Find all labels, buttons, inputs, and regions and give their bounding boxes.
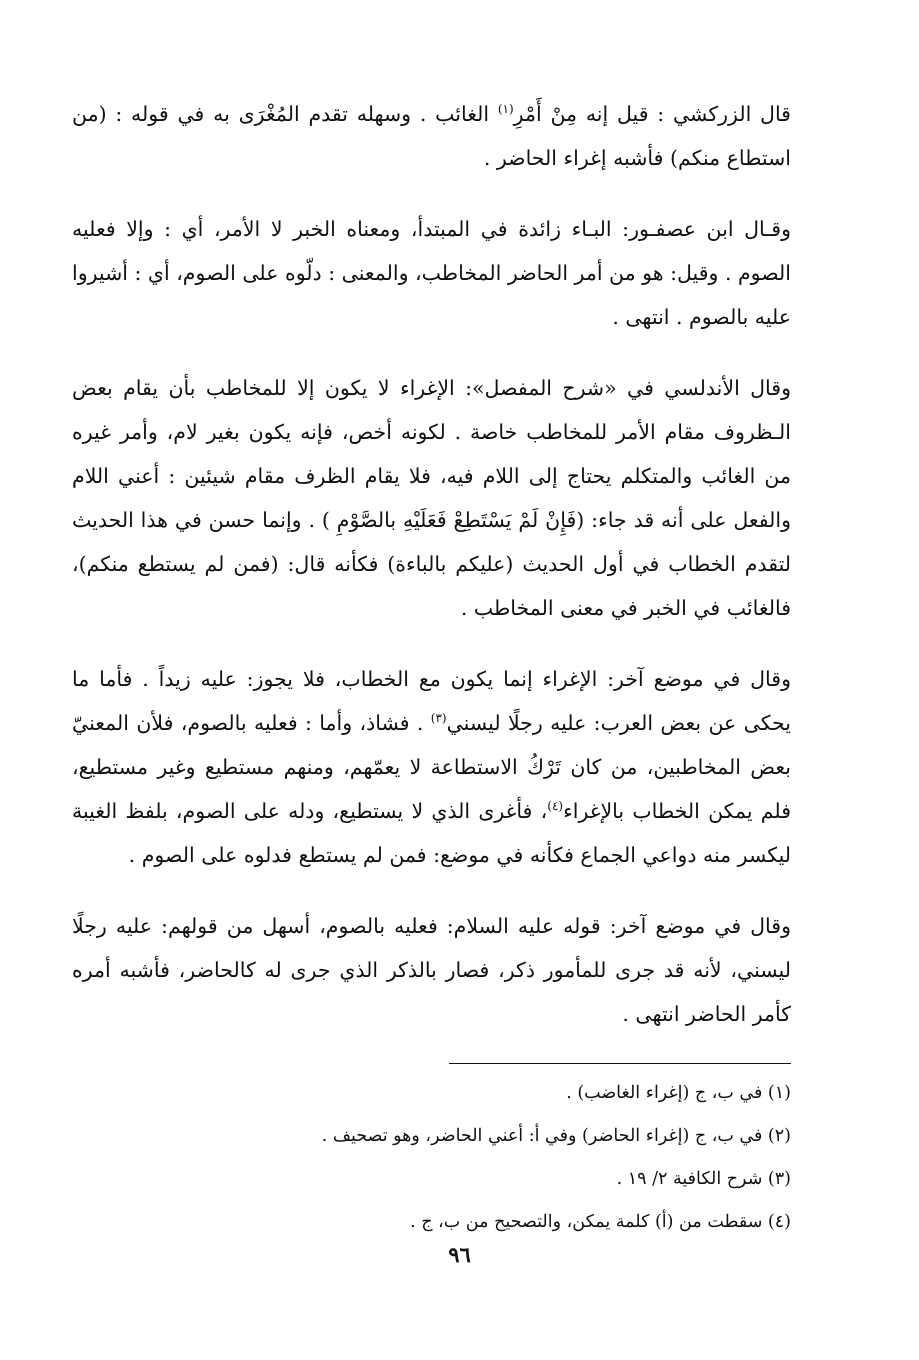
text-run: . فشاذ، وأما : فعليه بالصوم، فلأن المعنيّ بعض المخاطبين، من كان تَرْكُ الاستطاعة لا يعمّهم، ومنهم مستطيع وغير مستطيع، فلم يمكن الخطاب بالإغراء	[72, 711, 791, 823]
text-run: وقال في موضع آخر: قوله عليه السلام: فعليه بالصوم، أسهل من قولهم: عليه رجلًا ليسني، لأنه قد جرى للمأمور ذكر، فصار بالذكر الذي جرى له كالحاضر، فأشبه أمره كأمر الحاضر انتهى .	[72, 914, 791, 1026]
footnotes	[72, 1072, 791, 1244]
footnote-ref-1: (١)	[497, 102, 514, 117]
footnote-4: (٤) سقطت من (أ) كلمة يمكن، والتصحيح من ب، ج .	[410, 1212, 791, 1232]
footnote-2: (٢) في ب، ج (إغراء الحاضر) وفي أ: أعني الحاضر، وهو تصحيف .	[321, 1126, 791, 1146]
footnote-ref-4: (٤)	[547, 799, 564, 814]
paragraph-another-place-2	[72, 904, 791, 1036]
text-run: الغائب . وسهله تقدم المُغْرَى به في قوله : (من استطاع منكم) فأشبه إغراء الحاضر .	[72, 102, 791, 170]
footnote-ref-3: (٣)	[430, 711, 447, 726]
paragraph-another-place-1	[72, 657, 791, 877]
footnote-separator	[449, 1063, 791, 1064]
text-run: وقال في موضع آخر: الإغراء إنما يكون مع الخطاب، فلا يجوز: عليه زيداً . فأما ما يحكى عن بعض العرب: عليه رجلًا ليسني	[72, 667, 791, 735]
paragraph-zarkashi	[72, 92, 791, 180]
text-run: وقـال ابن عصفـور: البـاء زائدة في المبتدأ، ومعناه الخبر لا الأمر، أي : وإلا فعليه الصوم . وقيل: هو من أمر الحاضر المخاطب، والمعنى : دلّوه على الصوم، أي : أشيروا عليه بالصوم . انتهى .	[72, 217, 791, 329]
text-run: ، فأغرى الذي لا يستطيع، ودله على الصوم، بلفظ الغيبة ليكسر منه دواعي الجماع فكأنه في موضع: فمن لم يستطع فدلوه على الصوم .	[72, 799, 791, 867]
text-run: قال الزركشي : قيل إنه مِنْ أَمْرِ	[513, 102, 791, 126]
text-run: وقال الأندلسي في «شرح المفصل»: الإغراء لا يكون إلا للمخاطب بأن يقام بعض الـظروف مقام الأمر للمخاطب خاصة . لكونه أخص، فإنه يكون بغير لام، وأمر غيره من الغائب والمتكلم يحتاج إلى اللام فيه، فلا يقام الظرف مقام شيئين : أعني اللام والفعل على أنه قد جاء: (فَإِنْ لَمْ يَسْتَطِعْ فَعَلَيْهِ بالصَّوْمِ ) . وإنما حسن في هذا الحديث لتقدم الخطاب في أول الحديث (عليكم بالباءة) فكأنه قال: (فمن لم يستطع منكم)، فالغائب في الخبر في معنى المخاطب .	[72, 376, 791, 620]
paragraph-andalusi	[72, 366, 791, 630]
footnote-1: (١) في ب، ج (إغراء الغاضب) .	[566, 1083, 791, 1103]
page-number: ٩٦	[448, 1242, 471, 1267]
paragraph-ibn-usfur	[72, 207, 791, 339]
main-text	[72, 92, 791, 1036]
footnote-3: (٣) شرح الكافية ٢/ ١٩ .	[616, 1169, 791, 1189]
